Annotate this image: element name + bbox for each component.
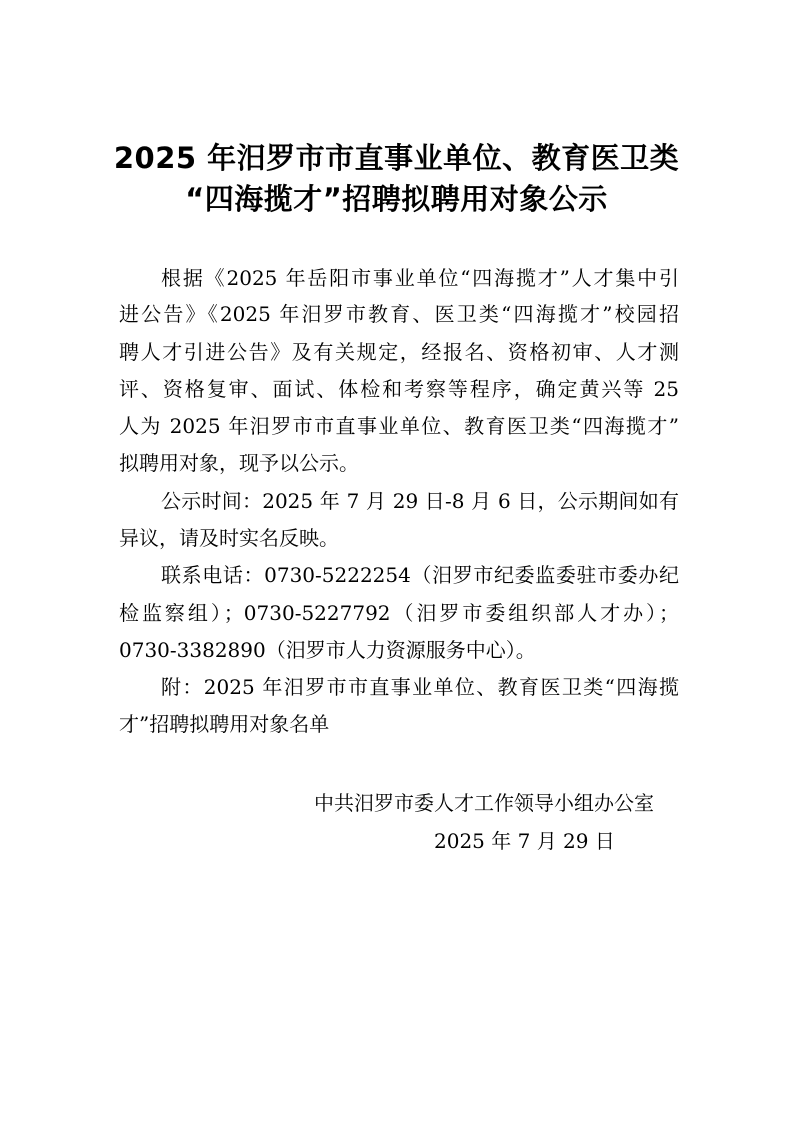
text-line: 0730-3382890（汨罗市人力资源服务中心）。 [119, 638, 536, 662]
text-line: 拟聘用对象，现予以公示。 [119, 451, 359, 475]
text-line: 人为 2025 年汨罗市市直事业单位、教育医卫类“四海揽才” [119, 414, 679, 438]
text-line: 进公告》《2025 年汨罗市教育、医卫类“四海揽才”校园招 [119, 302, 679, 326]
signature-organization: 中共汨罗市委人才工作领导小组办公室 [314, 791, 654, 815]
text-line: 聘人才引进公告》及有关规定，经报名、资格初审、人才测 [119, 340, 679, 364]
title-line-1: 2025 年汨罗市市直事业单位、教育医卫类 [113, 141, 680, 175]
text-line: 附：2025 年汨罗市市直事业单位、教育医卫类“四海揽 [161, 675, 679, 699]
text-line: 联系电话：0730-5222254（汨罗市纪委监委驻市委办纪 [161, 563, 679, 587]
signature-date: 2025 年 7 月 29 日 [434, 829, 615, 853]
text-line: 检监察组）；0730-5227792（汨罗市委组织部人才办）； [119, 601, 679, 625]
text-line: 异议，请及时实名反映。 [119, 526, 339, 550]
text-line: 公示时间：2025 年 7 月 29 日-8 月 6 日，公示期间如有 [161, 489, 679, 513]
title-line-2: “四海揽才”招聘拟聘用对象公示 [185, 182, 608, 216]
text-line: 根据《2025 年岳阳市事业单位“四海揽才”人才集中引 [161, 266, 679, 290]
text-line: 才”招聘拟聘用对象名单 [119, 712, 330, 736]
text-line: 评、资格复审、面试、体检和考察等程序，确定黄兴等 25 [119, 377, 679, 401]
